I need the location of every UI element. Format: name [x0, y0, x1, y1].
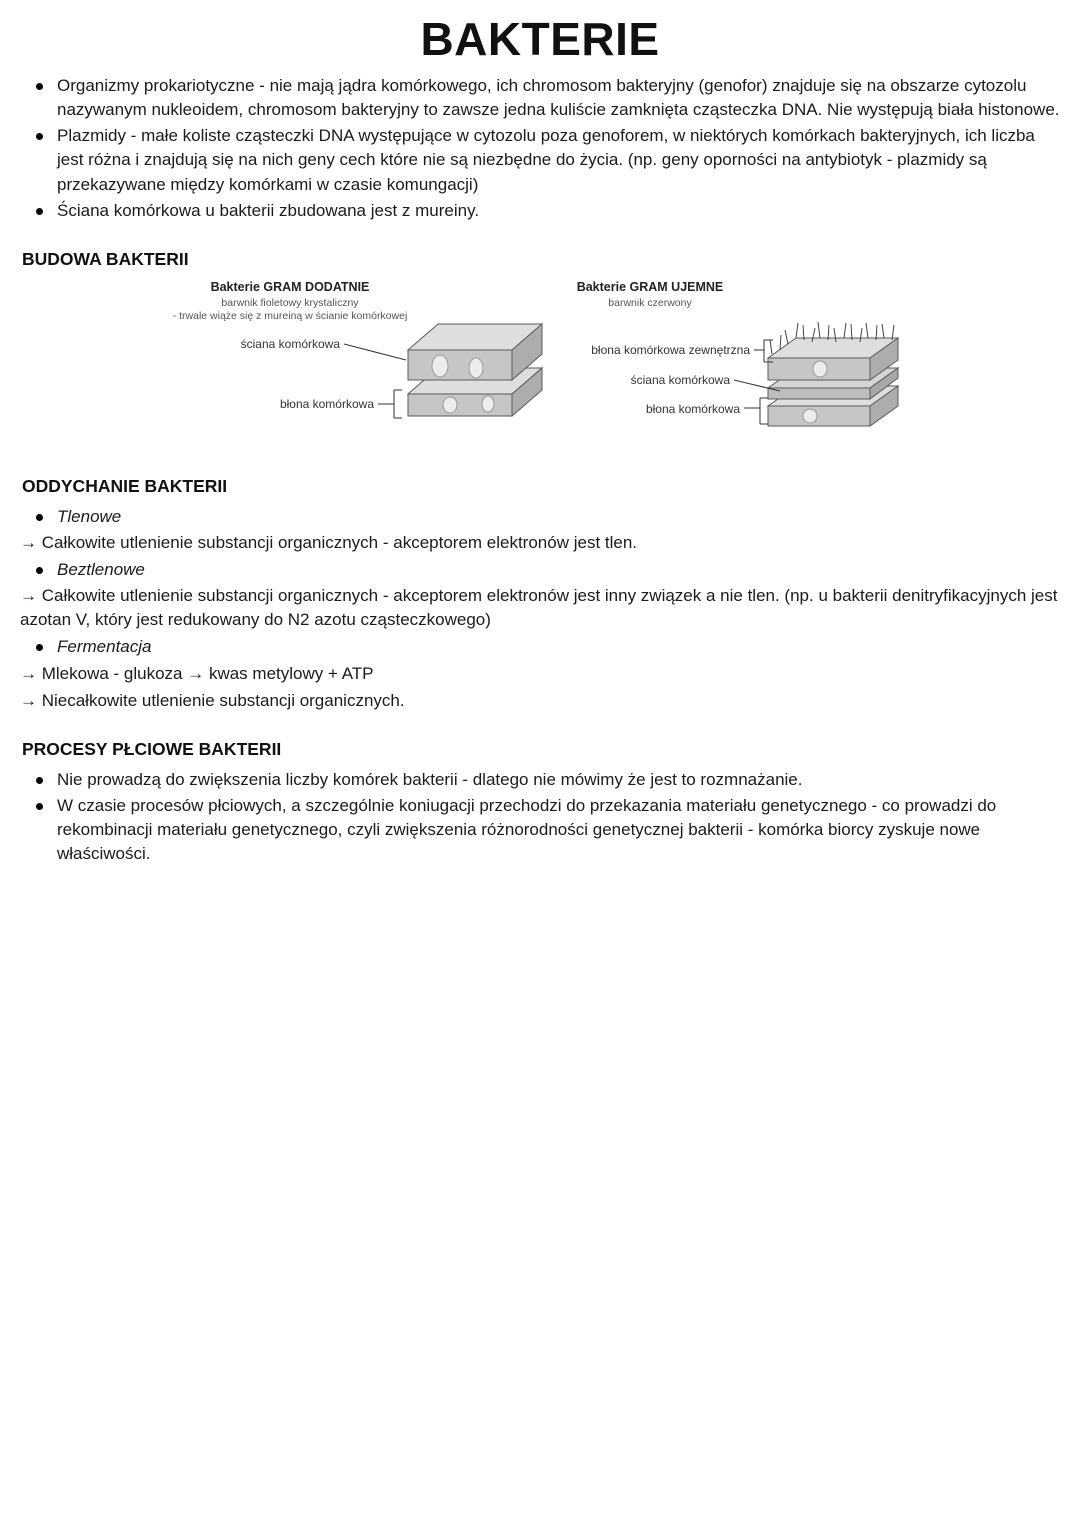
list-item — [36, 794, 1060, 866]
list-item-text: Plazmidy - małe koliste cząsteczki DNA występujące w cytozolu poza genoforem, w niektórych komórkach bakteryjnych, ich liczba jest różna i znajdują się na nich geny cech które nie są niezbędne do życia. (np. geny oporności na antybiotyk - plazmidy są przekazywane między komórkami w czasie komungacji) — [57, 126, 1035, 194]
arrow-note: → Całkowite utlenienie substancji organicznych - akceptorem elektronów jest inny związek a nie tlen. (np. u bakterii denitryfikacyjnych jest azotan V, który jest redukowany do N2 azotu cząsteczkowego) — [20, 586, 1058, 630]
bullet-icon — [36, 83, 43, 90]
section-heading-procesy: PROCESY PŁCIOWE BAKTERII — [22, 738, 282, 759]
section-heading-oddychanie: ODDYCHANIE BAKTERII — [22, 475, 228, 496]
page-title: BAKTERIE — [420, 13, 660, 65]
label-cell-membrane-left: błona komórkowa — [279, 396, 374, 411]
list-item — [36, 505, 1060, 529]
gram-positive-subtitle-1: barwnik fioletowy krystaliczny — [221, 296, 359, 309]
bullet-icon — [36, 567, 43, 574]
label-cell-wall-left: ściana komórkowa — [240, 336, 340, 351]
label-cell-wall-right: ściana komórkowa — [630, 372, 730, 387]
list-item — [36, 635, 1060, 659]
arrow-note: → Mlekowa - glukoza → kwas metylowy + ATP — [20, 663, 374, 683]
section-heading-budowa: BUDOWA BAKTERII — [22, 248, 189, 269]
gram-negative-title: Bakterie GRAM UJEMNE — [576, 279, 724, 294]
procesy-bullet-list — [20, 768, 1060, 867]
list-item-text: Beztlenowe — [57, 560, 145, 579]
intro-bullet-list — [20, 74, 1060, 223]
list-item — [36, 74, 1060, 122]
list-item — [36, 768, 1060, 792]
bullet-icon — [36, 133, 43, 140]
arrow-note: → Niecałkowite utlenienie substancji organicznych. — [20, 690, 405, 710]
bullet-icon — [36, 644, 43, 651]
bacteria-structure-diagram — [20, 278, 1060, 454]
list-item-text: W czasie procesów płciowych, a szczególnie koniugacji przechodzi do przekazania materiału genetycznego - co prowadzi do rekombinacji materiału genetycznego, czyli zwiększenia różnorodności genetycznej bakterii - komórka biorcy zyskuje nowe właściwości. — [57, 795, 997, 864]
list-item — [36, 124, 1060, 196]
list-item-text: Organizmy prokariotyczne - nie mają jądra komórkowego, ich chromosom bakteryjny (genofor) znajduje się na obszarze cytozolu nazywanym nukleoidem, chromosom bakteryjny to zawsze jedna kuliście zamknięta cząsteczka DNA. Nie występują biała histonowe. — [57, 76, 1060, 120]
gram-positive-subtitle-2: - trwale wiąże się z mureiną w ścianie komórkowej — [172, 309, 408, 322]
bullet-icon — [36, 208, 43, 215]
list-item — [36, 558, 1060, 582]
bullet-icon — [36, 514, 43, 521]
list-item-text: Tlenowe — [57, 506, 122, 526]
list-item-text: Nie prowadzą do zwiększenia liczby komórek bakterii - dlatego nie mówimy że jest to rozmnażanie. — [57, 769, 803, 789]
list-item — [36, 199, 1060, 223]
list-item-text: Fermentacja — [57, 637, 152, 657]
gram-negative-subtitle-1: barwnik czerwony — [608, 296, 692, 309]
arrow-note: → Całkowite utlenienie substancji organicznych - akceptorem elektronów jest tlen. — [20, 532, 638, 552]
oddychanie-list — [20, 505, 1060, 713]
gram-positive-title: Bakterie GRAM DODATNIE — [210, 279, 370, 294]
label-outer-membrane-right: błona komórkowa zewnętrzna — [591, 342, 750, 357]
bullet-icon — [36, 777, 43, 784]
label-cell-membrane-right: błona komórkowa — [645, 401, 740, 416]
list-item-text: Ściana komórkowa u bakterii zbudowana jest z mureiny. — [57, 200, 480, 220]
bullet-icon — [36, 803, 43, 810]
